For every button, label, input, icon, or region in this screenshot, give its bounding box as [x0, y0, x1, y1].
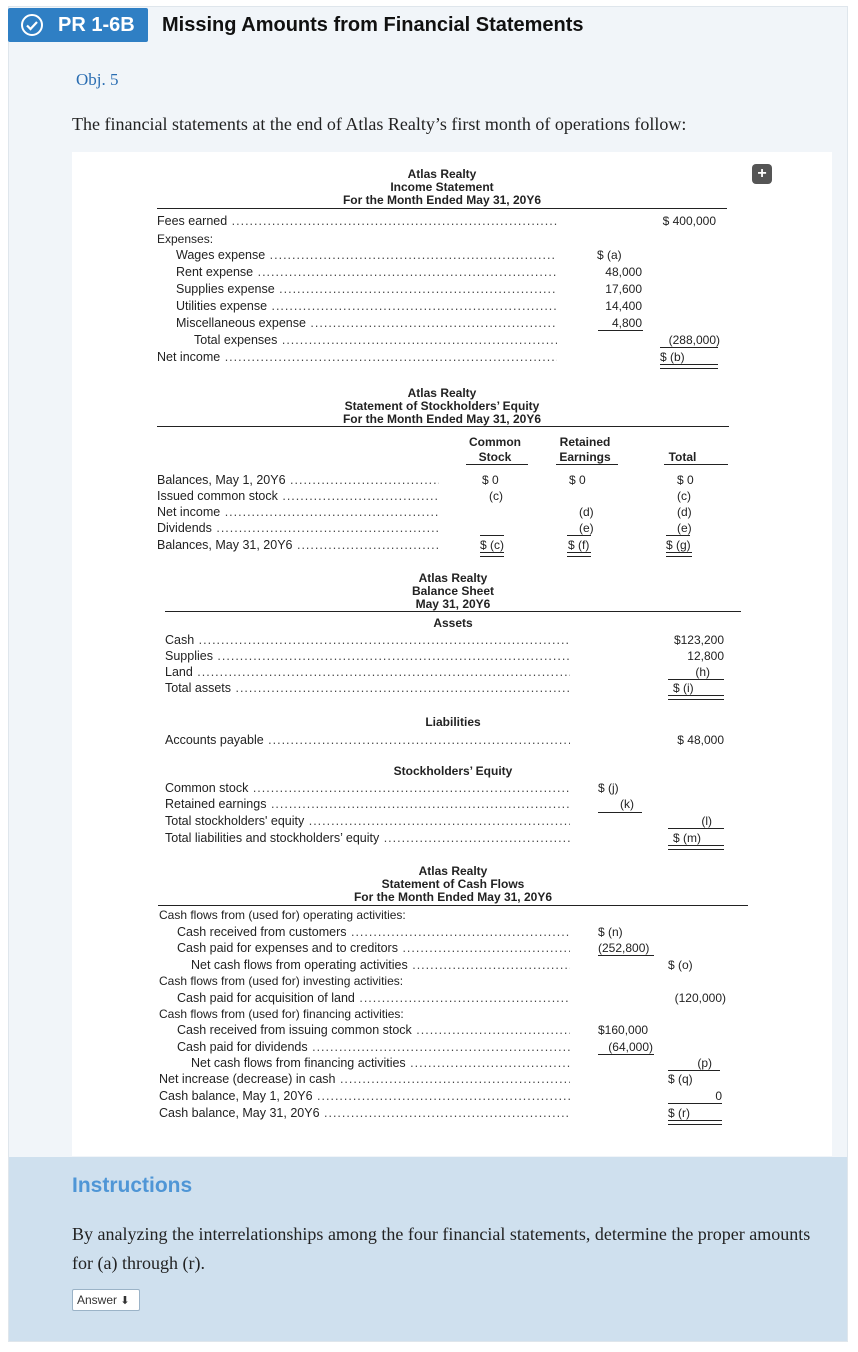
se-cell: $ 0	[569, 473, 586, 487]
is-expense-label: Utilities expense .....	[176, 299, 557, 313]
se-company: Atlas Realty	[407, 386, 477, 400]
cf-net-fin-label: Net cash flows from financing activities .....	[191, 1056, 570, 1070]
se-col-total: Total	[668, 450, 697, 464]
se-col-earnings: Earnings	[559, 450, 611, 464]
is-company: Atlas Realty	[407, 167, 477, 181]
cf-increase-value: $ (q)	[668, 1072, 693, 1086]
cf-received-label: Cash received from customers .....	[177, 925, 570, 939]
se-cell: (e)	[677, 521, 692, 535]
bs-total-le-value: $ (m)	[673, 831, 701, 845]
cf-title: Statement of Cash Flows	[381, 877, 525, 891]
bs-asset-label: Cash .....	[165, 633, 570, 647]
se-cell: (e)	[579, 521, 594, 535]
bs-title: Balance Sheet	[411, 584, 495, 598]
bs-asset-label: Land .....	[165, 665, 570, 679]
is-expense-label: Wages expense .....	[176, 248, 557, 262]
bs-company: Atlas Realty	[418, 571, 488, 585]
se-row-label: Balances, May 1, 20Y6 .....	[157, 473, 439, 487]
is-expenses-heading: Expenses:	[157, 232, 214, 246]
problem-badge	[8, 8, 148, 42]
instructions-heading: Instructions	[72, 1174, 193, 1197]
bs-equity-heading: Stockholders’ Equity	[393, 764, 513, 778]
is-expense-value: $ (a)	[597, 248, 622, 262]
se-col-common: Common	[469, 435, 521, 449]
problem-title: Missing Amounts from Financial Statements	[162, 14, 584, 36]
bs-total-assets-label: Total assets .....	[165, 681, 570, 695]
is-expense-label: Miscellaneous expense .....	[176, 316, 557, 330]
se-row-label: Net income .....	[157, 505, 439, 519]
is-total-value: (288,000)	[668, 333, 720, 347]
se-cell: (c)	[677, 489, 691, 503]
se-col-retained: Retained	[559, 435, 611, 449]
se-cell: $ 0	[677, 473, 694, 487]
is-expense-label: Supplies expense .....	[176, 282, 557, 296]
cf-stock-label: Cash received from issuing common stock .....	[177, 1023, 570, 1037]
bs-common-label: Common stock .....	[165, 781, 570, 795]
bs-common-value: $ (j)	[598, 781, 619, 795]
cf-land-value: (120,000)	[674, 991, 726, 1005]
bs-retained-value: (k)	[620, 797, 634, 811]
cf-op-heading: Cash flows from (used for) operating activities:	[159, 908, 406, 922]
arrow-down-icon: ⬇	[120, 1295, 130, 1307]
se-cell: (c)	[489, 489, 503, 503]
answer-button-label: Answer	[77, 1293, 118, 1307]
expand-plus-icon[interactable]: +	[752, 164, 772, 184]
is-net-value: $ (b)	[660, 350, 685, 364]
cf-company: Atlas Realty	[418, 864, 488, 878]
cf-end-value: $ (r)	[668, 1106, 690, 1120]
bs-asset-value: (h)	[695, 665, 710, 679]
is-expense-value: 48,000	[605, 265, 642, 279]
is-total-label: Total expenses .....	[194, 333, 557, 347]
cf-net-op-value: $ (o)	[668, 958, 693, 972]
cf-increase-label: Net increase (decrease) in cash .....	[159, 1072, 570, 1086]
bs-total-equity-value: (l)	[701, 814, 712, 828]
se-cell: (d)	[677, 505, 692, 519]
se-row-label: Balances, May 31, 20Y6 .....	[157, 538, 439, 552]
answer-button[interactable]	[72, 1289, 140, 1311]
cf-period: For the Month Ended May 31, 20Y6	[353, 890, 553, 904]
se-cell: $ 0	[482, 473, 499, 487]
cf-land-label: Cash paid for acquisition of land .....	[177, 991, 570, 1005]
se-cell: $ (g)	[666, 538, 691, 552]
bs-total-equity-label: Total stockholders' equity .....	[165, 814, 570, 828]
bs-asset-value: 12,800	[687, 649, 724, 663]
is-net-label: Net income .....	[157, 350, 557, 364]
intro-text: The financial statements at the end of Atlas Realty’s first month of operations follow:	[72, 114, 687, 134]
se-title: Statement of Stockholders’ Equity	[344, 399, 540, 413]
bs-assets-heading: Assets	[433, 616, 473, 630]
cf-end-label: Cash balance, May 31, 20Y6 .....	[159, 1106, 570, 1120]
cf-div-label: Cash paid for dividends .....	[177, 1040, 570, 1054]
is-fees-label: Fees earned .....	[157, 214, 557, 228]
bs-ap-value: $ 48,000	[677, 733, 724, 747]
se-cell: $ (f)	[568, 538, 590, 552]
is-expense-value: 17,600	[605, 282, 642, 296]
is-expense-label: Rent expense .....	[176, 265, 557, 279]
bs-total-assets-value: $ (i)	[673, 681, 694, 695]
cf-received-value: $ (n)	[598, 925, 623, 939]
cf-fin-heading: Cash flows from (used for) financing activities:	[159, 1007, 404, 1021]
se-row-label: Issued common stock .....	[157, 489, 439, 503]
se-period: For the Month Ended May 31, 20Y6	[342, 412, 542, 426]
is-expense-value: 14,400	[605, 299, 642, 313]
is-rule	[157, 208, 727, 209]
bs-liabilities-heading: Liabilities	[425, 715, 481, 729]
bs-asset-value: $123,200	[673, 633, 724, 647]
se-cell: $ (c)	[480, 538, 504, 552]
is-period: For the Month Ended May 31, 20Y6	[342, 193, 542, 207]
cf-paid-label: Cash paid for expenses and to creditors .....	[177, 941, 570, 955]
check-circle-icon	[20, 13, 44, 37]
instructions-text: By analyzing the interrelationships among the four financial statements, determine the proper amounts for (a) through (r).	[72, 1224, 811, 1273]
bs-date: May 31, 20Y6	[415, 597, 491, 611]
bs-retained-label: Retained earnings .....	[165, 797, 570, 811]
cf-begin-label: Cash balance, May 1, 20Y6 .....	[159, 1089, 570, 1103]
is-expense-value: 4,800	[611, 316, 642, 330]
problem-code: PR 1-6B	[58, 14, 135, 36]
se-row-label: Dividends .....	[157, 521, 439, 535]
is-fees-value: $ 400,000	[662, 214, 716, 228]
bs-asset-label: Supplies .....	[165, 649, 570, 663]
bs-ap-label: Accounts payable .....	[165, 733, 570, 747]
se-cell: (d)	[579, 505, 594, 519]
cf-inv-heading: Cash flows from (used for) investing activities:	[159, 974, 404, 988]
cf-net-op-label: Net cash flows from operating activities .....	[191, 958, 570, 972]
objective-link[interactable]: Obj. 5	[76, 70, 119, 89]
bs-total-le-label: Total liabilities and stockholders’ equity .....	[165, 831, 570, 845]
cf-div-value: (64,000)	[608, 1040, 653, 1054]
cf-net-fin-value: (p)	[697, 1056, 712, 1070]
cf-stock-value: $160,000	[598, 1023, 649, 1037]
se-col-stock: Stock	[478, 450, 512, 464]
cf-begin-value: 0	[715, 1089, 722, 1103]
is-title: Income Statement	[390, 180, 494, 194]
cf-paid-value: (252,800)	[598, 941, 650, 955]
